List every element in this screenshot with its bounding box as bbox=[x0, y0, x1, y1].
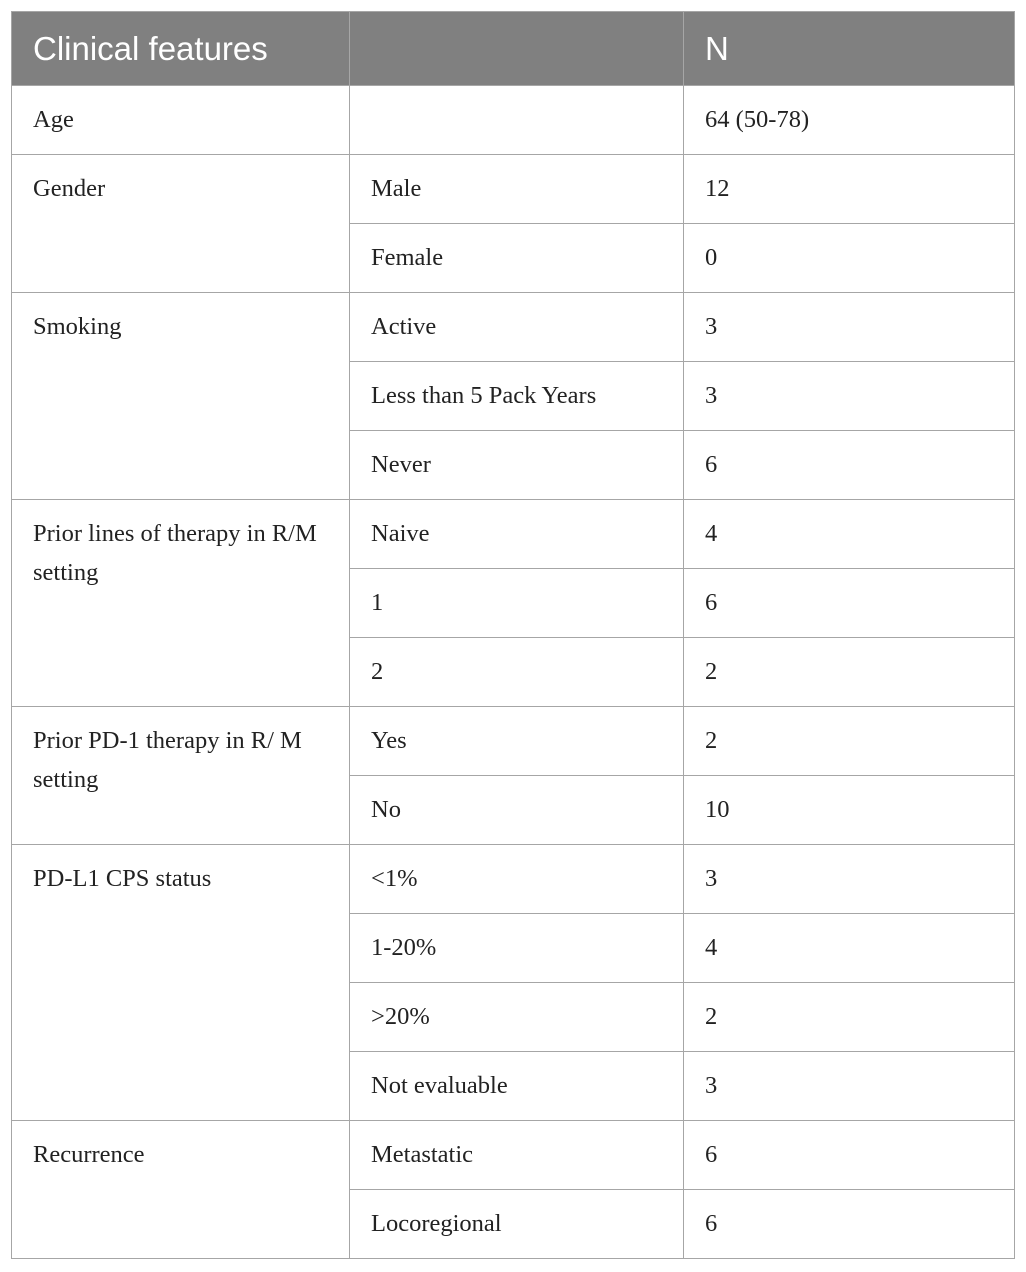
count-cell: 6 bbox=[684, 569, 1015, 638]
feature-cell: Recurrence bbox=[12, 1121, 350, 1259]
subcategory-cell: Male bbox=[350, 155, 684, 224]
count-cell: 6 bbox=[684, 431, 1015, 500]
count-cell: 4 bbox=[684, 500, 1015, 569]
subcategory-cell: 2 bbox=[350, 638, 684, 707]
subcategory-cell: Active bbox=[350, 293, 684, 362]
subcategory-cell: Yes bbox=[350, 707, 684, 776]
count-cell: 2 bbox=[684, 707, 1015, 776]
subcategory-cell: 1 bbox=[350, 569, 684, 638]
subcategory-cell: 1-20% bbox=[350, 914, 684, 983]
subcategory-cell: >20% bbox=[350, 983, 684, 1052]
feature-cell: Prior PD-1 therapy in R/ M setting bbox=[12, 707, 350, 845]
count-cell: 2 bbox=[684, 983, 1015, 1052]
count-cell: 6 bbox=[684, 1121, 1015, 1190]
count-cell: 0 bbox=[684, 224, 1015, 293]
table-row bbox=[12, 293, 1015, 362]
subcategory-cell: Never bbox=[350, 431, 684, 500]
feature-cell: Prior lines of therapy in R/M setting bbox=[12, 500, 350, 707]
subcategory-cell: Metastatic bbox=[350, 1121, 684, 1190]
subcategory-cell: Locoregional bbox=[350, 1190, 684, 1259]
table-row bbox=[12, 155, 1015, 224]
table-row bbox=[12, 845, 1015, 914]
feature-cell: Gender bbox=[12, 155, 350, 293]
count-cell: 3 bbox=[684, 845, 1015, 914]
subcategory-cell: <1% bbox=[350, 845, 684, 914]
count-cell: 12 bbox=[684, 155, 1015, 224]
subcategory-cell: Less than 5 Pack Years bbox=[350, 362, 684, 431]
count-cell: 2 bbox=[684, 638, 1015, 707]
count-cell: 64 (50-78) bbox=[684, 86, 1015, 155]
subcategory-cell: Not evaluable bbox=[350, 1052, 684, 1121]
count-cell: 3 bbox=[684, 362, 1015, 431]
count-cell: 4 bbox=[684, 914, 1015, 983]
header-n: N bbox=[684, 12, 1015, 86]
count-cell: 3 bbox=[684, 1052, 1015, 1121]
subcategory-cell: No bbox=[350, 776, 684, 845]
subcategory-cell bbox=[350, 86, 684, 155]
table-row bbox=[12, 707, 1015, 776]
count-cell: 10 bbox=[684, 776, 1015, 845]
count-cell: 6 bbox=[684, 1190, 1015, 1259]
table-body bbox=[12, 86, 1015, 1259]
header-subcategory bbox=[350, 12, 684, 86]
header-row bbox=[12, 12, 1015, 86]
feature-cell: PD-L1 CPS status bbox=[12, 845, 350, 1121]
feature-cell: Smoking bbox=[12, 293, 350, 500]
header-clinical-features: Clinical features bbox=[12, 12, 350, 86]
count-cell: 3 bbox=[684, 293, 1015, 362]
feature-cell: Age bbox=[12, 86, 350, 155]
table-row bbox=[12, 86, 1015, 155]
clinical-features-table bbox=[11, 11, 1015, 1259]
table-row bbox=[12, 1121, 1015, 1190]
table-row bbox=[12, 500, 1015, 569]
subcategory-cell: Female bbox=[350, 224, 684, 293]
table-header bbox=[12, 12, 1015, 86]
subcategory-cell: Naive bbox=[350, 500, 684, 569]
